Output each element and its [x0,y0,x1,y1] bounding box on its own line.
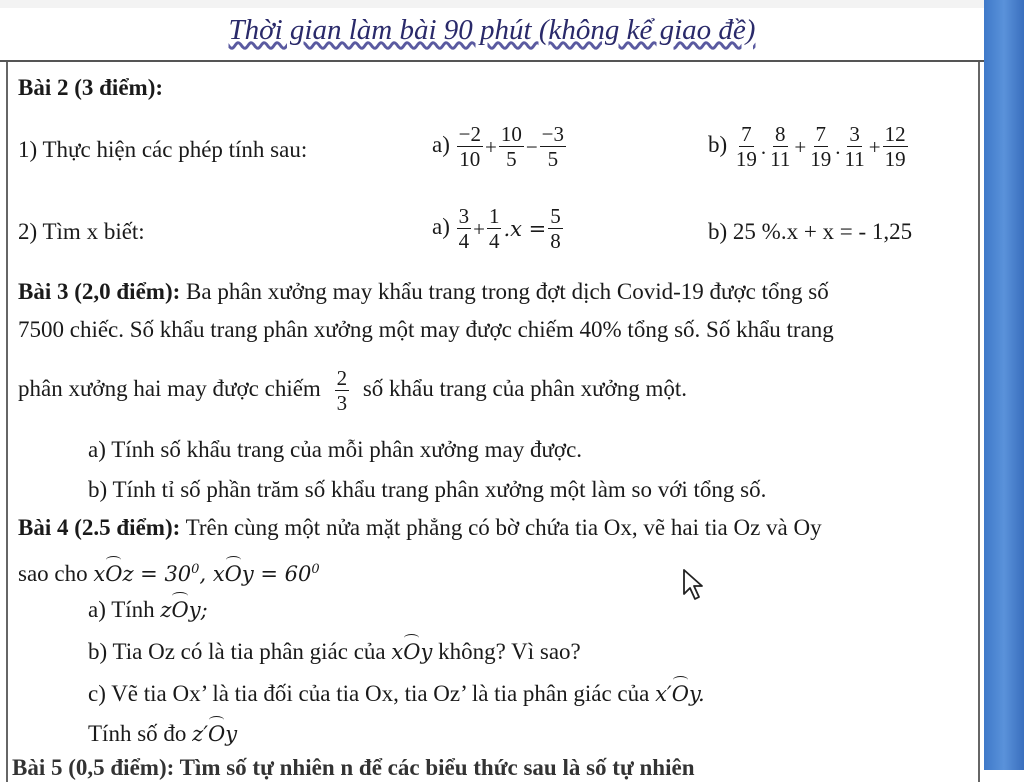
fraction: $\frac{3}{11}$ [844,122,865,171]
fraction: $\frac{12}{19}$ [884,122,906,171]
bai4-part-c: c) Vẽ tia Ox’ là tia đối của tia Ox, tia Oz’ là tia phân giác của x′Oy. [88,681,705,706]
fraction: $\frac{10}{5}$ [500,122,522,171]
fraction: $\frac{5}{8}$ [550,204,561,253]
q2a-label: a) [432,213,450,239]
fraction: $\frac{1}{4}$ [488,204,500,253]
q1b-label: b) [708,131,728,157]
window-scrollbar[interactable] [984,0,1024,770]
fraction: $\frac{-2}{10}$ [458,122,481,171]
bai2-q1a-expression: a) $\frac{-2}{10}$ + $\frac{10}{5}$ − $\frac{-3}{5}$ [432,122,564,171]
bai3-part-a: a) Tính số khẩu trang của mỗi phân xưởng may được. [88,437,583,462]
mouse-cursor-icon [682,568,706,602]
bai2-q1b-expression: b) $\frac{7}{19}$ . $\frac{8}{11}$ + $\frac{7}{19}$ . $\frac{3}{11}$ + $\frac{12}{19}$ [708,122,906,171]
fraction: $\frac{7}{19}$ [735,122,757,171]
fraction: $\frac{2}{3}$ [336,366,348,415]
bai5-cutoff-line: Bài 5 (0,5 điểm): Tìm số tự nhiên n để các biểu thức sau là số tự nhiên [12,755,695,780]
fraction: $\frac{-3}{5}$ [541,122,564,171]
bai3-heading: Bài 3 (2,0 điểm): [18,279,181,304]
bai3-part-b: b) Tính tỉ số phần trăm số khẩu trang phân xưởng một làm so với tổng số. [88,477,767,502]
top-strip [0,0,984,8]
fraction: $\frac{8}{11}$ [770,122,791,171]
bai4-part-a: a) Tính zOy; [88,597,208,622]
bai2-q1-label: 1) Thực hiện các phép tính sau: [18,137,308,162]
fraction: $\frac{7}{19}$ [810,122,832,171]
bai4-part-b: b) Tia Oz có là tia phân giác của xOy không? Vì sao? [88,639,581,664]
bai4-line2: sao cho xOz = $30^0$, xOy = $60^0$ [18,561,320,586]
bai2-q2-label: 2) Tìm x biết: [18,219,145,244]
bai4-part-d: Tính số đo z′Oy [88,721,238,746]
fraction: $\frac{3}{4}$ [458,204,470,253]
bai4-heading: Bài 4 (2.5 điểm): [18,515,181,540]
q1a-label: a) [432,131,450,157]
bai2-heading: Bài 2 (3 điểm): [18,75,164,100]
bai2-q2a-expression: a) $\frac{3}{4}$ + $\frac{1}{4}$ .x = $\frac{5}{8}$ [432,204,561,253]
exam-duration-header: Thời gian làm bài 90 phút (không kể giao đề) [228,14,756,46]
bai3-line3: phân xưởng hai may được chiếm $\frac{2}{3}$ số khẩu trang của phân xưởng một. [18,366,688,415]
bai4-line1: Bài 4 (2.5 điểm): Trên cùng một nửa mặt phẳng có bờ chứa tia Ox, vẽ hai tia Oz và Oy [18,515,822,540]
bai3-line2: 7500 chiếc. Số khẩu trang phân xưởng một may được chiếm 40% tổng số. Số khẩu trang [18,317,834,342]
bai2-q2b-expression: b) 25 %.x + x = - 1,25 [708,219,913,244]
bai3-line1: Bài 3 (2,0 điểm): Ba phân xưởng may khẩu trang trong đợt dịch Covid-19 được tổng số [18,279,829,304]
